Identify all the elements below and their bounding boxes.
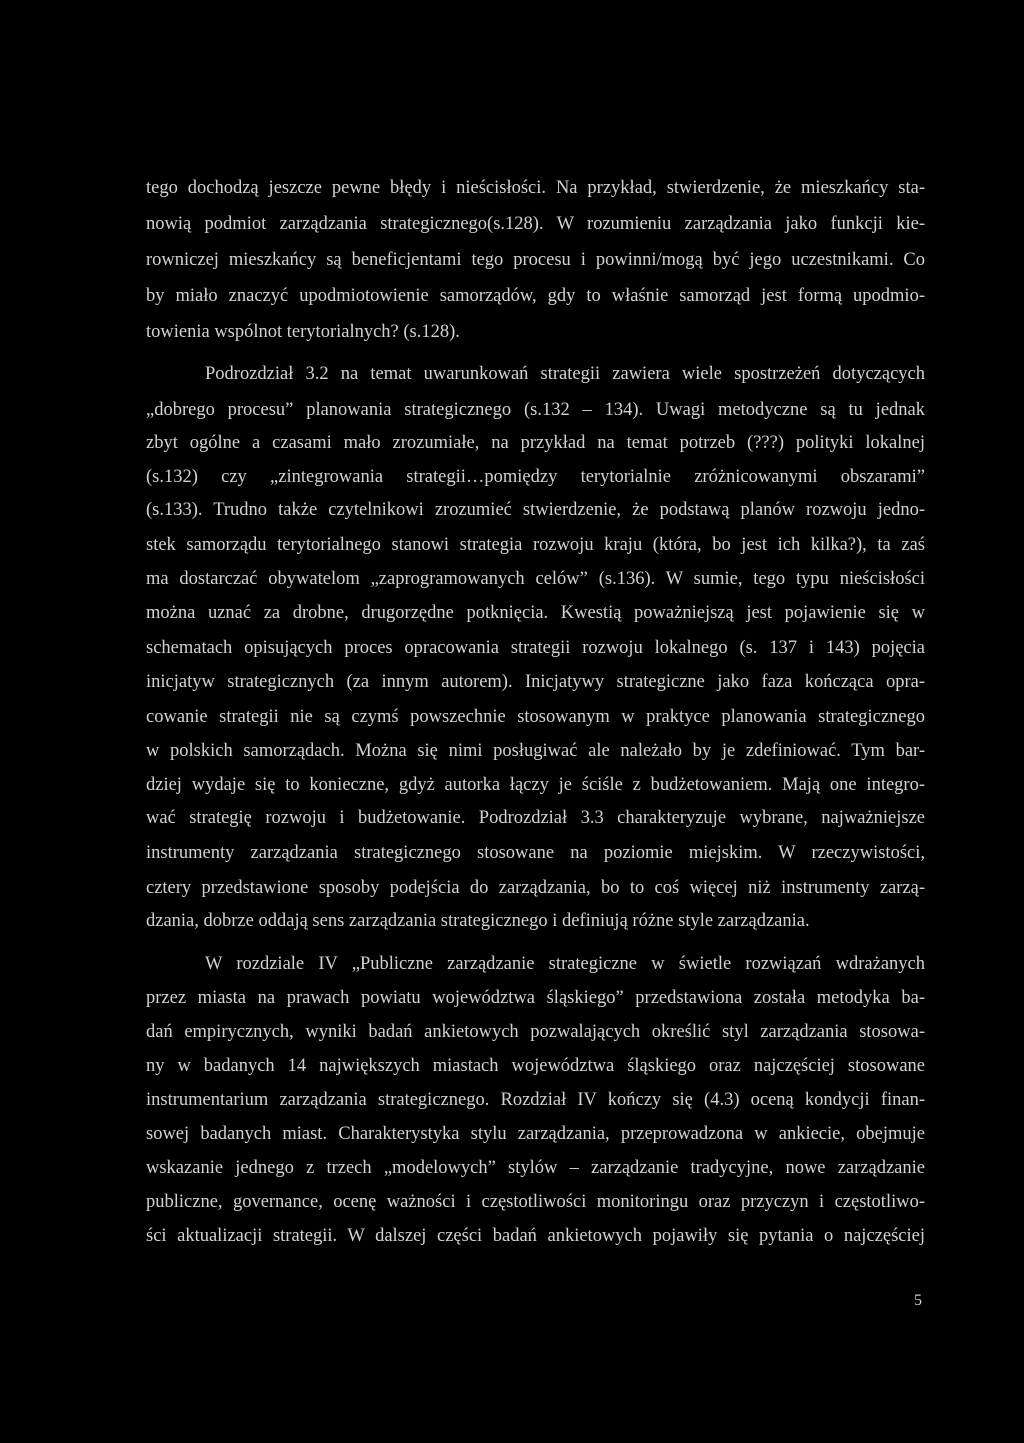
text-line: w polskich samorządach. Można się nimi posługiwać ale należało by je zdefiniować. Tym bar- xyxy=(146,741,925,761)
text-line: schematach opisujących proces opracowania strategii rozwoju lokalnego (s. 137 i 143) pojęcia xyxy=(146,638,925,658)
text-line: można uznać za drobne, drugorzędne potknięcia. Kwestią poważniejszą jest pojawienie się w xyxy=(146,603,925,623)
text-line: inicjatyw strategicznych (za innym autorem). Inicjatywy strategiczne jako faza kończąca opra- xyxy=(146,672,925,692)
text-line: (s.133). Trudno także czytelnikowi zrozumieć stwierdzenie, że podstawą planów rozwoju jedno- xyxy=(146,500,925,520)
text-line: ma dostarczać obywatelom „zaprogramowanych celów” (s.136). W sumie, tego typu nieścisłości xyxy=(146,569,925,589)
text-line: towienia wspólnot terytorialnych? (s.128). xyxy=(146,322,460,342)
text-line: rowniczej mieszkańcy są beneficjentami tego procesu i powinni/mogą być jego uczestnikami. Co xyxy=(146,250,925,270)
text-line: zbyt ogólne a czasami mało zrozumiałe, na przykład na temat potrzeb (???) polityki lokalnej xyxy=(146,433,925,453)
text-line: ści aktualizacji strategii. W dalszej części badań ankietowych pojawiły się pytania o najczęściej xyxy=(146,1226,925,1246)
text-line: instrumenty zarządzania strategicznego stosowane na poziomie miejskim. W rzeczywistości, xyxy=(146,843,925,863)
text-line: wskazanie jednego z trzech „modelowych” stylów – zarządzanie tradycyjne, nowe zarządzanie xyxy=(146,1158,925,1178)
text-line: instrumentarium zarządzania strategicznego. Rozdział IV kończy się (4.3) oceną kondycji finan- xyxy=(146,1090,925,1110)
text-line: „dobrego procesu” planowania strategicznego (s.132 – 134). Uwagi metodyczne są tu jednak xyxy=(146,400,925,420)
text-line: cowanie strategii nie są czymś powszechnie stosowanym w praktyce planowania strategicznego xyxy=(146,707,925,727)
text-line: publiczne, governance, ocenę ważności i częstotliwości monitoringu oraz przyczyn i częstotliwo- xyxy=(146,1192,925,1212)
text-line: sowej badanych miast. Charakterystyka stylu zarządzania, przeprowadzona w ankiecie, obejmuje xyxy=(146,1124,925,1144)
text-line: ny w badanych 14 największych miastach województwa śląskiego oraz najczęściej stosowane xyxy=(146,1056,925,1076)
text-line: dzania, dobrze oddają sens zarządzania strategicznego i definiują różne style zarządzania. xyxy=(146,911,810,931)
text-line: tego dochodzą jeszcze pewne błędy i nieścisłości. Na przykład, stwierdzenie, że mieszkańcy sta- xyxy=(146,178,925,198)
page-number: 5 xyxy=(914,1292,922,1309)
text-line: dań empirycznych, wyniki badań ankietowych pozwalających określić styl zarządzania stosowa- xyxy=(146,1022,925,1042)
paragraph-start-line: Podrozdział 3.2 na temat uwarunkowań strategii zawiera wiele spostrzeżeń dotyczących xyxy=(205,364,925,384)
text-line: (s.132) czy „zintegrowania strategii…pomiędzy terytorialnie zróżnicowanymi obszarami” xyxy=(146,467,925,487)
text-line: przez miasta na prawach powiatu województwa śląskiego” przedstawiona została metodyka ba- xyxy=(146,988,925,1008)
text-line: dziej wydaje się to konieczne, gdyż autorka łączy je ściśle z budżetowaniem. Mają one integro- xyxy=(146,775,925,795)
text-line: stek samorządu terytorialnego stanowi strategia rozwoju kraju (która, bo jest ich kilka?), ta zaś xyxy=(146,535,925,555)
text-line: nowią podmiot zarządzania strategicznego(s.128). W rozumieniu zarządzania jako funkcji kie- xyxy=(146,214,925,234)
text-line: wać strategię rozwoju i budżetowanie. Podrozdział 3.3 charakteryzuje wybrane, najważniejsze xyxy=(146,808,925,828)
paragraph-start-line: W rozdziale IV „Publiczne zarządzanie strategiczne w świetle rozwiązań wdrażanych xyxy=(205,954,925,974)
text-line: cztery przedstawione sposoby podejścia do zarządzania, bo to coś więcej niż instrumenty zarzą- xyxy=(146,878,925,898)
text-line: by miało znaczyć upodmiotowienie samorządów, gdy to właśnie samorząd jest formą upodmio- xyxy=(146,286,925,306)
